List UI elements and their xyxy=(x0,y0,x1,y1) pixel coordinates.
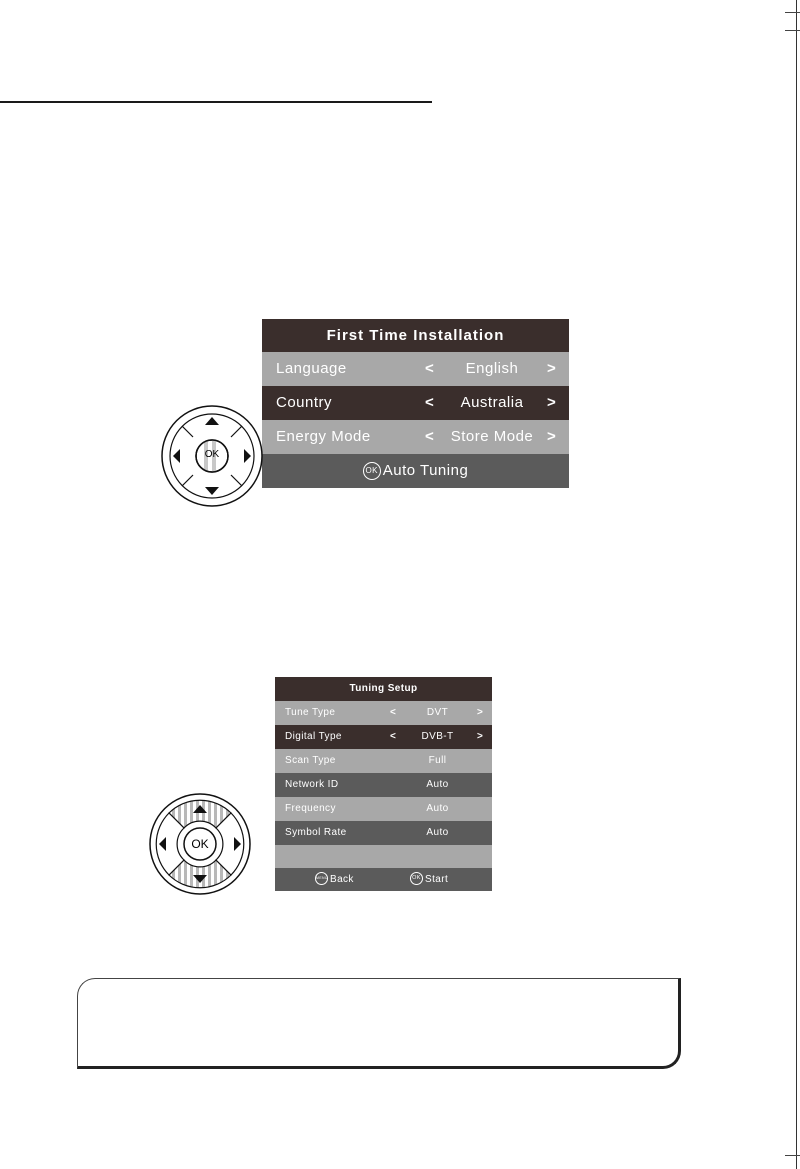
installation-menu-title: First Time Installation xyxy=(262,319,569,352)
digital-type-label: Digital Type xyxy=(285,731,342,742)
country-row[interactable] xyxy=(262,386,569,420)
digital-type-row[interactable] xyxy=(275,725,492,749)
remote-dpad-vertical-highlight xyxy=(148,780,252,908)
page-edge-line xyxy=(796,0,797,1169)
note-box xyxy=(77,978,681,1069)
tune-type-label: Tune Type xyxy=(285,707,336,718)
country-value: Australia xyxy=(460,394,524,411)
menu-button-icon: MENU xyxy=(315,872,328,885)
ok-button-icon: OK xyxy=(410,872,423,885)
tune-type-right-arrow[interactable]: > xyxy=(477,707,484,718)
tuning-setup-menu xyxy=(275,677,492,891)
tune-type-left-arrow[interactable]: < xyxy=(390,707,397,718)
scan-type-value: Full xyxy=(428,755,447,766)
dpad-ok-label: OK xyxy=(204,449,220,460)
country-label: Country xyxy=(276,394,333,411)
back-action[interactable] xyxy=(315,868,354,891)
energy-mode-left-arrow[interactable]: < xyxy=(425,428,435,445)
country-left-arrow[interactable]: < xyxy=(425,394,435,411)
ok-button-icon: OK xyxy=(363,462,381,480)
auto-tuning-label: Auto Tuning xyxy=(382,462,469,479)
language-row[interactable] xyxy=(262,352,569,386)
scan-type-label: Scan Type xyxy=(285,755,336,766)
page-edge-tick xyxy=(785,12,800,13)
energy-mode-row[interactable] xyxy=(262,420,569,454)
frequency-label: Frequency xyxy=(285,803,336,814)
tuning-menu-title: Tuning Setup xyxy=(275,677,492,701)
dpad-ok-label: OK xyxy=(191,837,209,851)
energy-mode-label: Energy Mode xyxy=(276,428,371,445)
page-edge-tick xyxy=(785,1155,800,1156)
empty-row xyxy=(275,845,492,869)
symbol-rate-row[interactable] xyxy=(275,821,492,845)
start-label: Start xyxy=(425,874,449,885)
network-id-label: Network ID xyxy=(285,779,339,790)
tune-type-row[interactable] xyxy=(275,701,492,725)
language-label: Language xyxy=(276,360,347,377)
start-action[interactable] xyxy=(410,868,449,891)
scan-type-row[interactable] xyxy=(275,749,492,773)
tune-type-value: DVT xyxy=(426,707,449,718)
network-id-value: Auto xyxy=(426,779,449,790)
auto-tuning-footer[interactable] xyxy=(262,454,569,488)
symbol-rate-value: Auto xyxy=(426,827,449,838)
tuning-menu-footer xyxy=(275,868,492,891)
energy-mode-right-arrow[interactable]: > xyxy=(547,428,557,445)
frequency-row[interactable] xyxy=(275,797,492,821)
energy-mode-value: Store Mode xyxy=(450,428,534,445)
language-right-arrow[interactable]: > xyxy=(547,360,557,377)
digital-type-left-arrow[interactable]: < xyxy=(390,731,397,742)
symbol-rate-label: Symbol Rate xyxy=(285,827,347,838)
first-time-installation-menu xyxy=(262,319,569,488)
language-value: English xyxy=(465,360,519,377)
language-left-arrow[interactable]: < xyxy=(425,360,435,377)
network-id-row[interactable] xyxy=(275,773,492,797)
frequency-value: Auto xyxy=(426,803,449,814)
page-edge-tick xyxy=(785,30,800,31)
header-rule xyxy=(0,101,432,103)
digital-type-value: DVB-T xyxy=(421,731,454,742)
country-right-arrow[interactable]: > xyxy=(547,394,557,411)
digital-type-right-arrow[interactable]: > xyxy=(477,731,484,742)
remote-dpad xyxy=(160,404,264,508)
back-label: Back xyxy=(330,874,354,885)
